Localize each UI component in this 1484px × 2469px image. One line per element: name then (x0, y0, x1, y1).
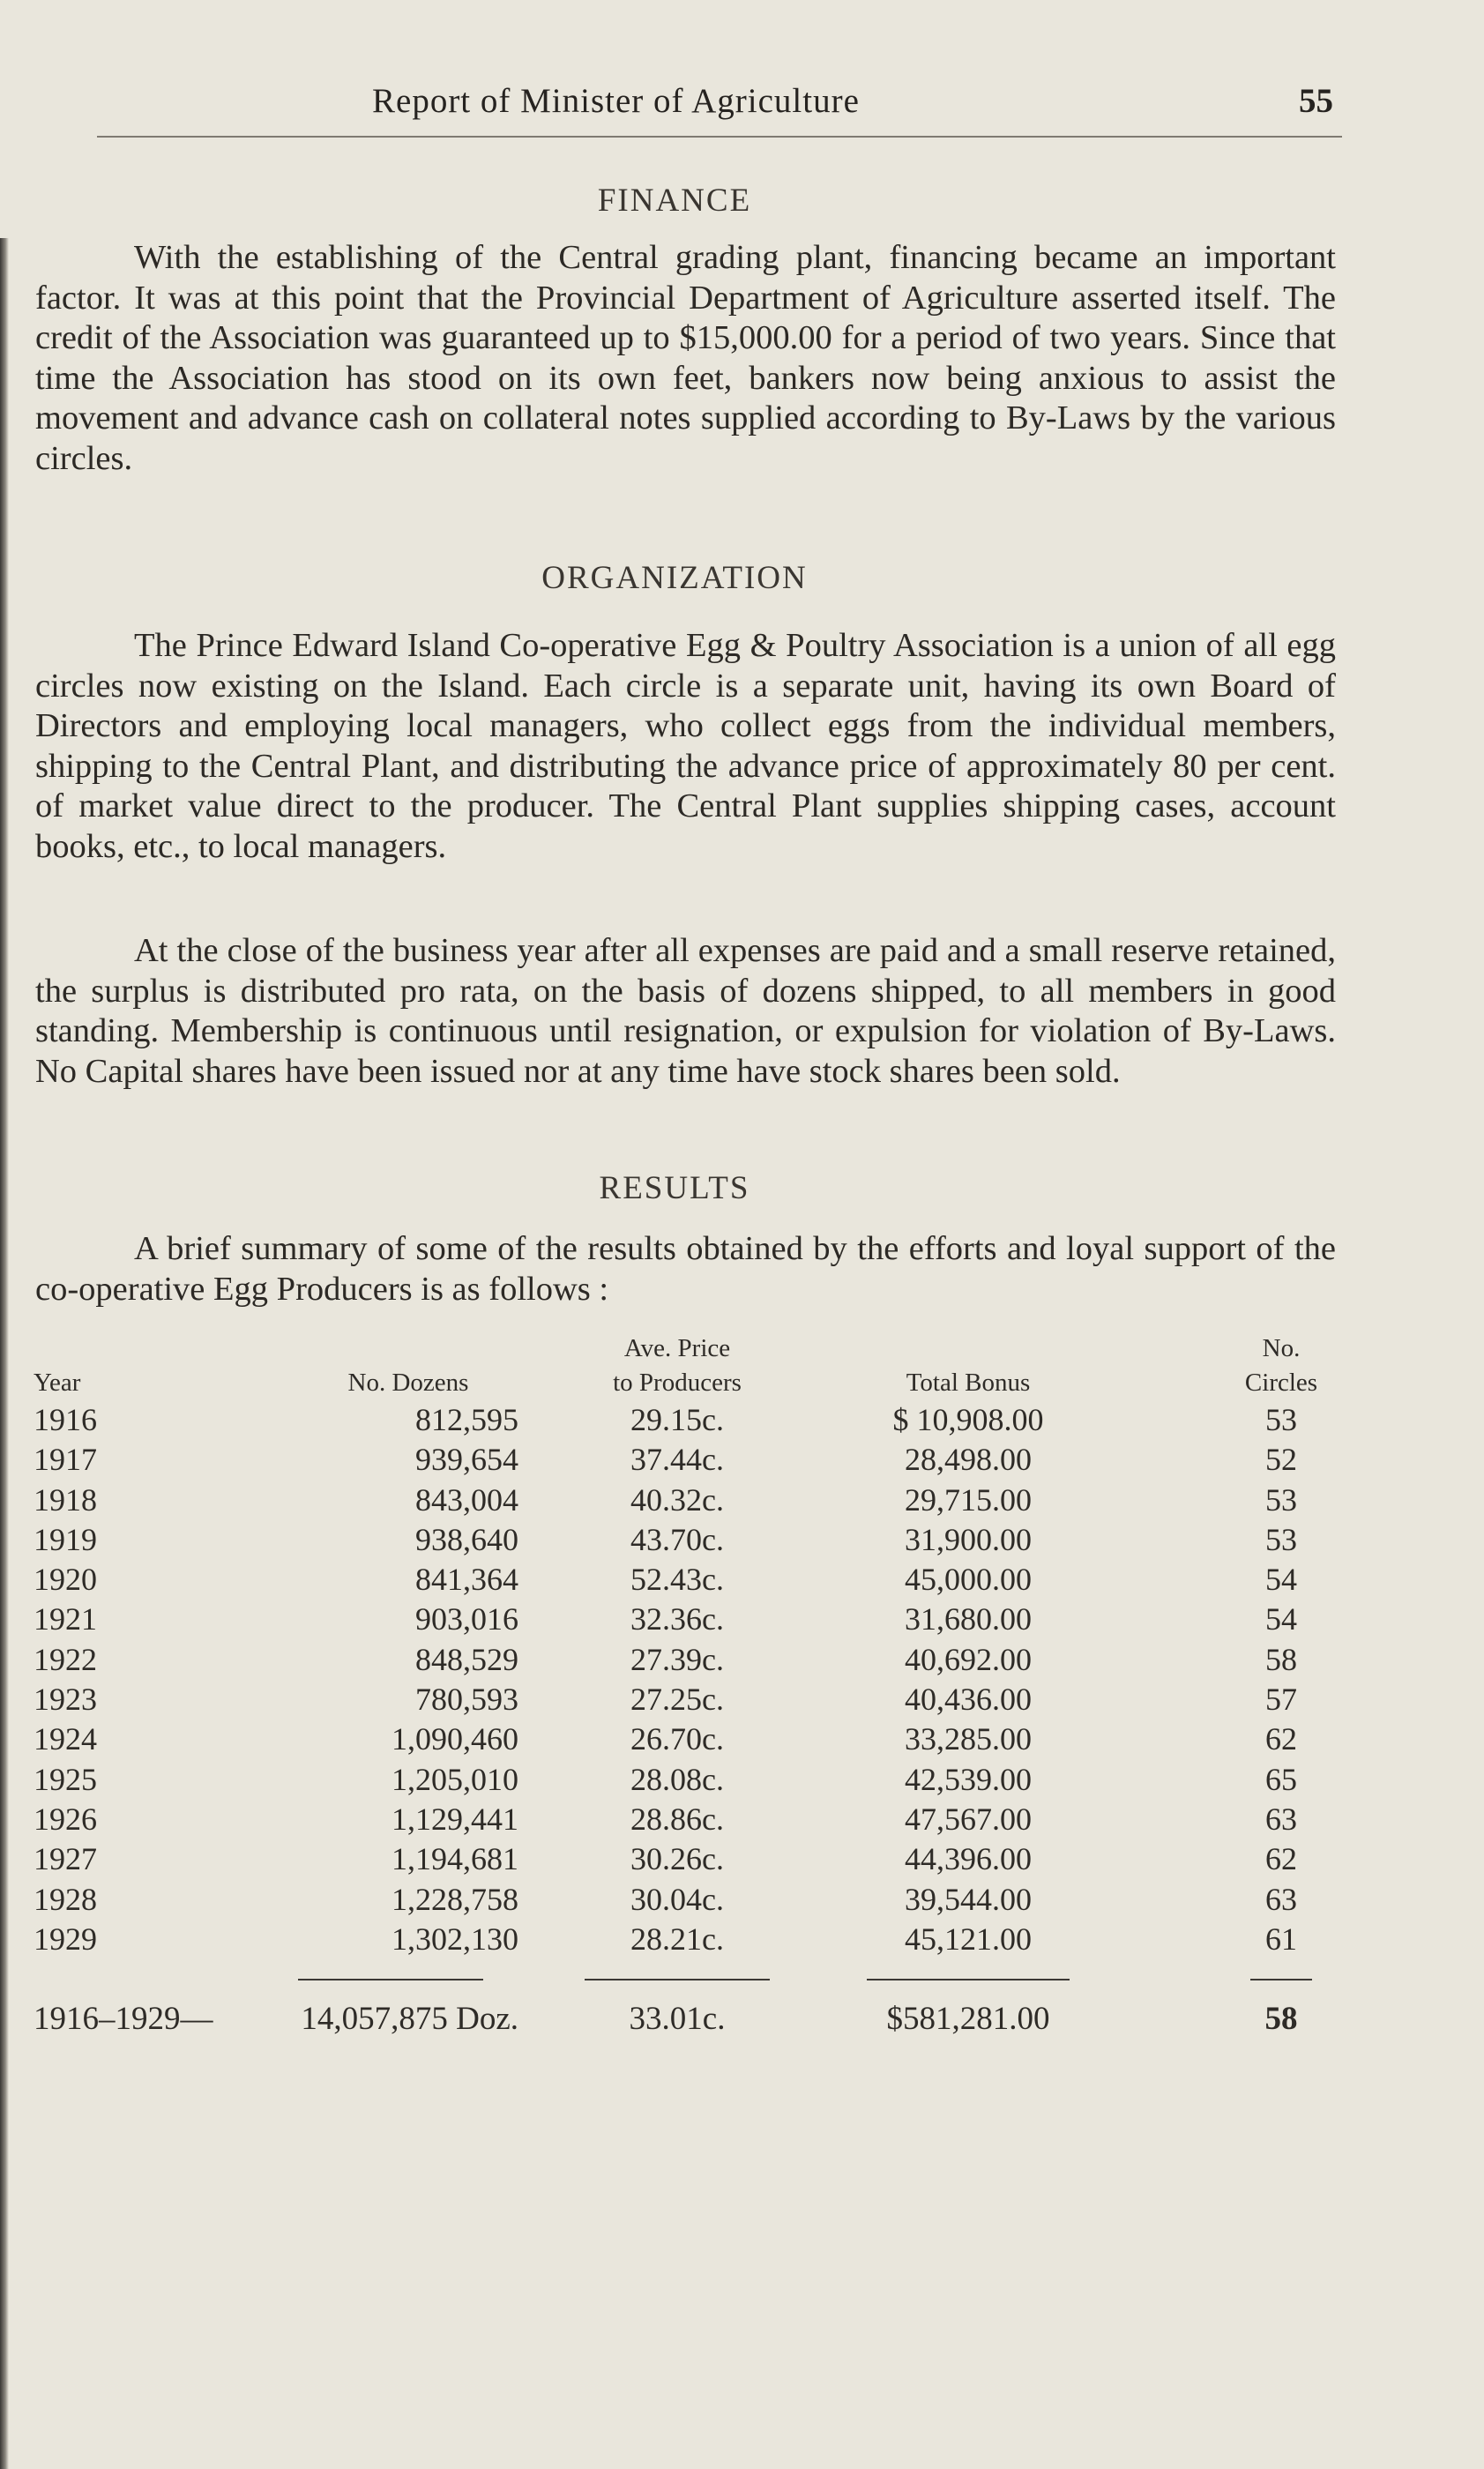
cell-avg-price: 28.08c. (630, 1761, 724, 1797)
cell-dozens: 843,004 (415, 1481, 518, 1518)
col-header-year: Year (34, 1369, 81, 1397)
cell-circles: 63 (1265, 1801, 1297, 1837)
cell-year: 1928 (34, 1881, 97, 1917)
cell-total-bonus: 45,000.00 (905, 1562, 1032, 1598)
cell-avg-price: 37.44c. (630, 1442, 724, 1478)
col-header-circles: No. Circles (1244, 1334, 1318, 1397)
cell-circles: 53 (1265, 1481, 1297, 1518)
table-row (34, 1760, 1339, 1800)
cell-circles: 53 (1265, 1402, 1297, 1437)
header-title: Report of Minister of Agriculture (372, 82, 860, 120)
cell-circles: 53 (1265, 1521, 1297, 1557)
table-row (34, 1640, 1339, 1680)
cell-avg-price: 43.70c. (630, 1521, 724, 1557)
cell-avg-price: 28.21c. (630, 1921, 724, 1957)
cell-avg-price: 30.04c. (630, 1881, 724, 1917)
total-bonus: $581,281.00 (886, 2001, 1050, 2038)
cell-dozens: 939,654 (415, 1442, 518, 1478)
table-row (34, 1880, 1339, 1920)
cell-dozens: 1,194,681 (392, 1841, 518, 1877)
cell-avg-price: 29.15c. (630, 1402, 724, 1437)
total-rule (298, 1979, 483, 1980)
cell-dozens: 1,205,010 (392, 1761, 518, 1797)
cell-total-bonus: 29,715.00 (905, 1481, 1032, 1518)
cell-circles: 63 (1265, 1881, 1297, 1917)
cell-avg-price: 27.25c. (630, 1682, 724, 1718)
cell-circles: 62 (1265, 1721, 1297, 1757)
table-row (34, 1481, 1339, 1520)
cell-avg-price: 52.43c. (630, 1562, 724, 1598)
cell-dozens: 848,529 (415, 1641, 518, 1677)
cell-total-bonus: 42,539.00 (905, 1761, 1032, 1797)
section-heading-finance: FINANCE (597, 183, 752, 219)
cell-avg-price: 30.26c. (630, 1841, 724, 1877)
cell-total-bonus: 28,498.00 (905, 1442, 1032, 1478)
cell-circles: 54 (1265, 1601, 1297, 1637)
results-table (34, 1331, 1339, 2040)
results-paragraph: A brief summary of some of the results obtained by the efforts and loyal support of the co-operative Egg Producers is as follows : (35, 1230, 1336, 1308)
total-row (34, 1999, 1339, 2039)
col-header-price-line2: to Producers (613, 1369, 742, 1397)
cell-total-bonus: 44,396.00 (905, 1841, 1032, 1877)
section-heading-organization: ORGANIZATION (541, 560, 808, 596)
cell-total-bonus: 45,121.00 (905, 1921, 1032, 1957)
table-row (34, 1560, 1339, 1600)
cell-avg-price: 32.36c. (630, 1601, 724, 1637)
cell-total-bonus: 31,900.00 (905, 1521, 1032, 1557)
cell-total-bonus: 33,285.00 (905, 1721, 1032, 1757)
cell-total-bonus: $ 10,908.00 (892, 1402, 1044, 1437)
col-header-price-line1: Ave. Price (623, 1334, 731, 1362)
total-dozens: 14,057,875 Doz. (301, 2001, 518, 2038)
cell-year: 1923 (34, 1682, 97, 1718)
page-number: 55 (1299, 82, 1333, 120)
total-rule (585, 1979, 770, 1980)
table-row (34, 1520, 1339, 1560)
total-rule (867, 1979, 1070, 1980)
cell-dozens: 1,090,460 (392, 1721, 518, 1757)
total-rule-row (34, 1959, 1339, 1999)
cell-total-bonus: 40,436.00 (905, 1682, 1032, 1718)
total-circles: 58 (1264, 2001, 1298, 2038)
table-row (34, 1600, 1339, 1639)
cell-dozens: 780,593 (415, 1682, 518, 1718)
running-header (97, 81, 1342, 138)
cell-year: 1925 (34, 1761, 97, 1797)
cell-dozens: 1,129,441 (392, 1801, 518, 1837)
cell-dozens: 903,016 (415, 1601, 518, 1637)
cell-total-bonus: 39,544.00 (905, 1881, 1032, 1917)
cell-year: 1926 (34, 1801, 97, 1837)
cell-total-bonus: 31,680.00 (905, 1601, 1032, 1637)
cell-dozens: 812,595 (415, 1402, 518, 1437)
cell-avg-price: 40.32c. (630, 1481, 724, 1518)
cell-total-bonus: 40,692.00 (905, 1641, 1032, 1677)
cell-circles: 58 (1265, 1641, 1297, 1677)
finance-paragraph: With the establishing of the Central grading plant, financing became an important factor. It was at this point that the Provincial Department of Agriculture asserted itself. The credit of the Association was guaranteed up to $15,000.00 for a period of two years. Since that time the Association has stood on its own feet, bankers now being anxious to assist the movement and advance cash on collateral notes supplied according to By-Laws by the various circles. (35, 239, 1336, 477)
cell-avg-price: 27.39c. (630, 1641, 724, 1677)
table-row (34, 1920, 1339, 1959)
cell-avg-price: 26.70c. (630, 1721, 724, 1757)
cell-dozens: 1,228,758 (392, 1881, 518, 1917)
cell-circles: 61 (1265, 1921, 1297, 1957)
col-header-dozens: No. Dozens (347, 1369, 469, 1397)
cell-year: 1922 (34, 1641, 97, 1677)
table-row (34, 1719, 1339, 1759)
cell-circles: 62 (1265, 1841, 1297, 1877)
col-header-bonus: Total Bonus (906, 1369, 1031, 1397)
cell-circles: 52 (1265, 1442, 1297, 1478)
total-rule (1250, 1979, 1312, 1980)
cell-dozens: 1,302,130 (392, 1921, 518, 1957)
table-row (34, 1800, 1339, 1839)
cell-dozens: 841,364 (415, 1562, 518, 1598)
table-row (34, 1440, 1339, 1480)
table-row (34, 1400, 1339, 1440)
total-avg-price: 33.01c. (629, 2001, 726, 2038)
table-header-row (34, 1331, 1339, 1400)
cell-year: 1929 (34, 1921, 97, 1957)
col-header-price (545, 1331, 809, 1400)
cell-year: 1918 (34, 1481, 97, 1518)
cell-year: 1917 (34, 1442, 97, 1478)
organization-paragraph-2: At the close of the business year after all expenses are paid and a small reserve retained, the surplus is distributed pro rata, on the basis of dozens shipped, to all members in good standing. Membership is continuous until resignation, or expulsion for violation of By-Laws. No Capital shares have been issued nor at any time have stock shares been sold. (35, 932, 1336, 1090)
organization-paragraph-1: The Prince Edward Island Co-operative Egg & Poultry Association is a union of all egg circles now existing on the Island. Each circle is a separate unit, having its own Board of Directors and employing local managers, who collect eggs from the individual members, shipping to the Central Plant, and distributing the advance price of approximately 80 per cent. of market value direct to the producer. The Central Plant supplies shipping cases, account books, etc., to local managers. (35, 627, 1336, 865)
cell-year: 1927 (34, 1841, 97, 1877)
total-year-range: 1916–1929— (34, 2001, 213, 2038)
cell-circles: 57 (1265, 1682, 1297, 1718)
cell-circles: 54 (1265, 1562, 1297, 1598)
cell-total-bonus: 47,567.00 (905, 1801, 1032, 1837)
cell-year: 1920 (34, 1562, 97, 1598)
cell-year: 1919 (34, 1521, 97, 1557)
table-row (34, 1839, 1339, 1879)
cell-circles: 65 (1265, 1761, 1297, 1797)
cell-year: 1924 (34, 1721, 97, 1757)
table-row (34, 1680, 1339, 1719)
cell-year: 1921 (34, 1601, 97, 1637)
section-heading-results: RESULTS (599, 1170, 750, 1206)
cell-year: 1916 (34, 1402, 97, 1437)
cell-dozens: 938,640 (415, 1521, 518, 1557)
cell-avg-price: 28.86c. (630, 1801, 724, 1837)
